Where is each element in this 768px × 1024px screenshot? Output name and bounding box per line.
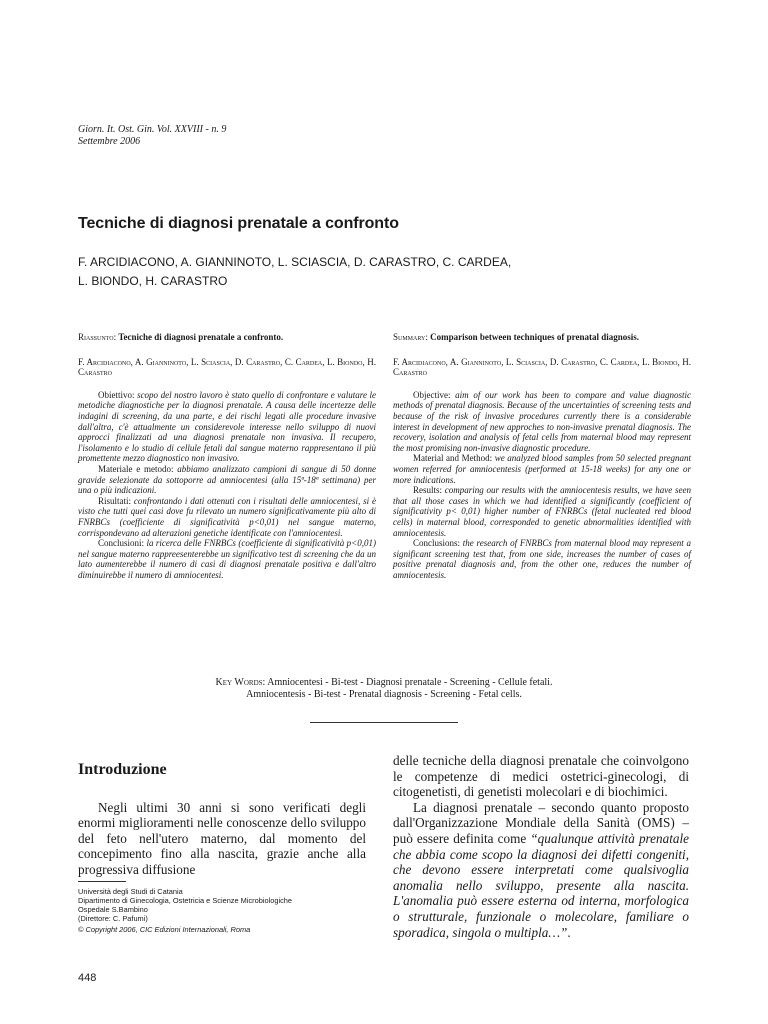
article-title: Tecniche di diagnosi prenatale a confronto [78,215,399,232]
abstract-it-conclusions-text: la ricerca delle FNRBCs (coefficiente di significatività p<0,01) nel sangue materno rappreesenterebbe un significativo test di screening che da un lato aumenterebbe il numero di casi di diagnosi prenatale positiva e dall'altro diminuirebbe il numero di amniocentesi. [78,538,376,580]
abstract-en-methods-text: we analyzed blood samples from 50 selected pregnant women referred for amniocentesis (performed at 15-18 weeks) for any one or more indications. [393,453,691,485]
page-number: 448 [78,972,97,984]
affiliation-hospital: Ospedale S.Bambino [78,905,148,914]
abstract-en-objective-label: Objective: [413,389,456,400]
abstract-en-title: Comparison between techniques of prenatal diagnosis. [430,332,639,342]
footnote-rule [78,881,126,882]
body-column-right [393,753,689,940]
abstract-it-methods [78,464,376,496]
journal-citation: Giorn. It. Ost. Gin. Vol. XXVIII - n. 9 [78,124,227,135]
intro-p3-quote: “qualunque attività prenatale che abbia come scopo la diagnosi dei difetti congeniti, che devono essere interpretati come qualsivoglia anomalia nello sviluppo, presente alla nascita. L'anomalia può essere esterna od interna, morfologica o strutturale, funzionale o molecolare, familiare o sporadica, singola o multipla…” [393,830,689,940]
abstract-it-conclusions-label: Conclusioni: [98,538,147,549]
abstract-italian [78,332,376,580]
journal-date: Settembre 2006 [78,136,141,147]
affiliation-university: Università degli Studi di Catania [78,887,183,896]
authors-line-1: F. ARCIDIACONO, A. GIANNINOTO, L. SCIASCIA, D. CARASTRO, C. CARDEA, [78,255,512,269]
abstract-en-authors: F. Arcidiacono, A. Gianninoto, L. Sciascia, D. Carastro, C. Cardea, L. Biondo, H. Carastro [393,356,691,378]
abstract-it-results [78,496,376,538]
abstract-it-title: Tecniche di diagnosi prenatale a confronto. [118,332,284,342]
abstract-en-objective [393,390,691,454]
abstract-en-conclusions [393,538,691,580]
introduction-paragraph-2: delle tecniche della diagnosi prenatale che coinvolgono le competenze di medici ostetrici-ginecologi, di citogenetisti, di genetisti molecolari e di biochimici. [393,753,689,800]
abstract-it-methods-label: Materiale e metodo: [98,463,178,474]
abstract-en-methods-label: Material and Method: [413,453,495,464]
abstract-en-results [393,485,691,538]
affiliation-director: (Direttore: C. Pafumi) [78,914,148,923]
journal-header [78,124,226,148]
abstract-it-heading [78,332,376,343]
keywords-italian [0,677,768,689]
abstract-it-results-label: Risultati: [98,495,134,506]
introduction-paragraph-3 [393,800,689,940]
abstract-en-label: Summary: [393,332,428,342]
abstract-it-results-text: confrontando i dati ottenuti con i risultati delle amniocentesi, si è visto che tutti quei casi dove fu rilevato un numero significativamente più alto di FNRBCs (coefficiente di significatività p<0,01) nel sangue materno, corrispondevano ad alterazioni genetiche identificate con l'amniocentesi. [78,495,377,538]
section-divider [310,722,458,723]
keywords-it-text: Amniocentesi - Bi-test - Diagnosi prenatale - Screening - Cellule fetali. [267,677,553,688]
keywords-label: Key Words: [215,677,266,688]
keywords-english: Amniocentesis - Bi-test - Prenatal diagnosis - Screening - Fetal cells. [246,689,522,700]
abstract-en-results-text: comparing our results with the amniocentesis results, we have seen that all those cases in which we had identified a significantly (coefficient of significativity p< 0,01) higher number of FNRBCs (fetal nucleated red blood cells) in maternal blood, corresponded to genetic abnormalities identified with amniocentesis. [393,485,691,538]
abstract-en-methods [393,453,691,485]
abstract-it-methods-text: abbiamo analizzato campioni di sangue di 50 donne gravide selezionate da sottoporre ad amniocentesi (alla 15ª-18ª settimana) per una o più indicazioni. [78,463,376,496]
body-column-left [78,762,366,878]
copyright-notice: © Copyright 2006, CIC Edizioni Internazionali, Roma [78,925,251,934]
abstract-en-heading [393,332,691,343]
abstract-en-conclusions-label: Conclusions: [413,538,463,549]
intro-p3-end: . [567,924,571,940]
abstract-english [393,332,691,580]
abstract-it-authors: F. Arcidiacono, A. Gianninoto, L. Sciascia, D. Carastro, C. Cardea, L. Biondo, H. Carastro [78,356,376,378]
introduction-heading: Introduzione [78,761,167,778]
article-authors [78,253,678,291]
introduction-paragraph-1: Negli ultimi 30 anni si sono verificati degli enormi miglioramenti nelle conoscenze dello sviluppo del feto nell'utero materno, dal momento del concepimento fino alla nascita, grazie anche alla progressiva diffusione [78,799,366,877]
abstract-en-results-label: Results: [413,485,445,496]
affiliation-department: Dipartimento di Ginecologia, Ostetricia e Scienze Microbiologiche [78,896,293,905]
abstract-it-objective-label: Obiettivo: [98,389,138,400]
affiliation-footnote [78,887,292,934]
authors-line-2: L. BIONDO, H. CARASTRO [78,274,228,288]
abstract-it-conclusions [78,538,376,580]
intro-p3-start: La diagnosi prenatale – secondo quanto proposto dall'Organizzazione Mondiale della Sanità (OMS) – può essere definita come [393,799,689,846]
abstract-it-objective-text: scopo del nostro lavoro è stato quello di confrontare e valutare le metodiche diagnostiche per la diagnosi prenatale. A causa delle incertezze delle indagini di screening, da una parte, e dei rischi legati alle procedure invasive dall'altra, c'è attualmente un considerevole interesse nello sviluppo di nuovi approcci finalizzati ad una diagnosi prenatale non invasiva. Il recupero, l'isolamento e lo studio di cellule fetali dal sangue materno rappresentano il più promettente mezzo diagnostico non invasivo. [78,389,377,464]
abstract-en-objective-text: aim of our work has been to compare and value diagnostic methods of prenatal diagnosis. Because of the uncertainties of screening tests and because of the risk of invasive procedures currently there is a considerable interest in development of new approches to non-invasive prenatal diagnosis. The recovery, isolation and analysis of fetal cells from maternal blood may represent the most promising non-invasive diagnostic procedure. [393,389,691,453]
abstract-it-objective [78,390,376,464]
keywords-block [0,677,768,701]
abstract-en-conclusions-text: the research of FNRBCs from maternal blood may represent a significant screening test that, from one side, increases the number of cases of positive prenatal diagnosis and, from the other one, reduces the number of amniocentesis. [393,538,691,580]
abstract-it-label: Riassunto: [78,332,117,342]
